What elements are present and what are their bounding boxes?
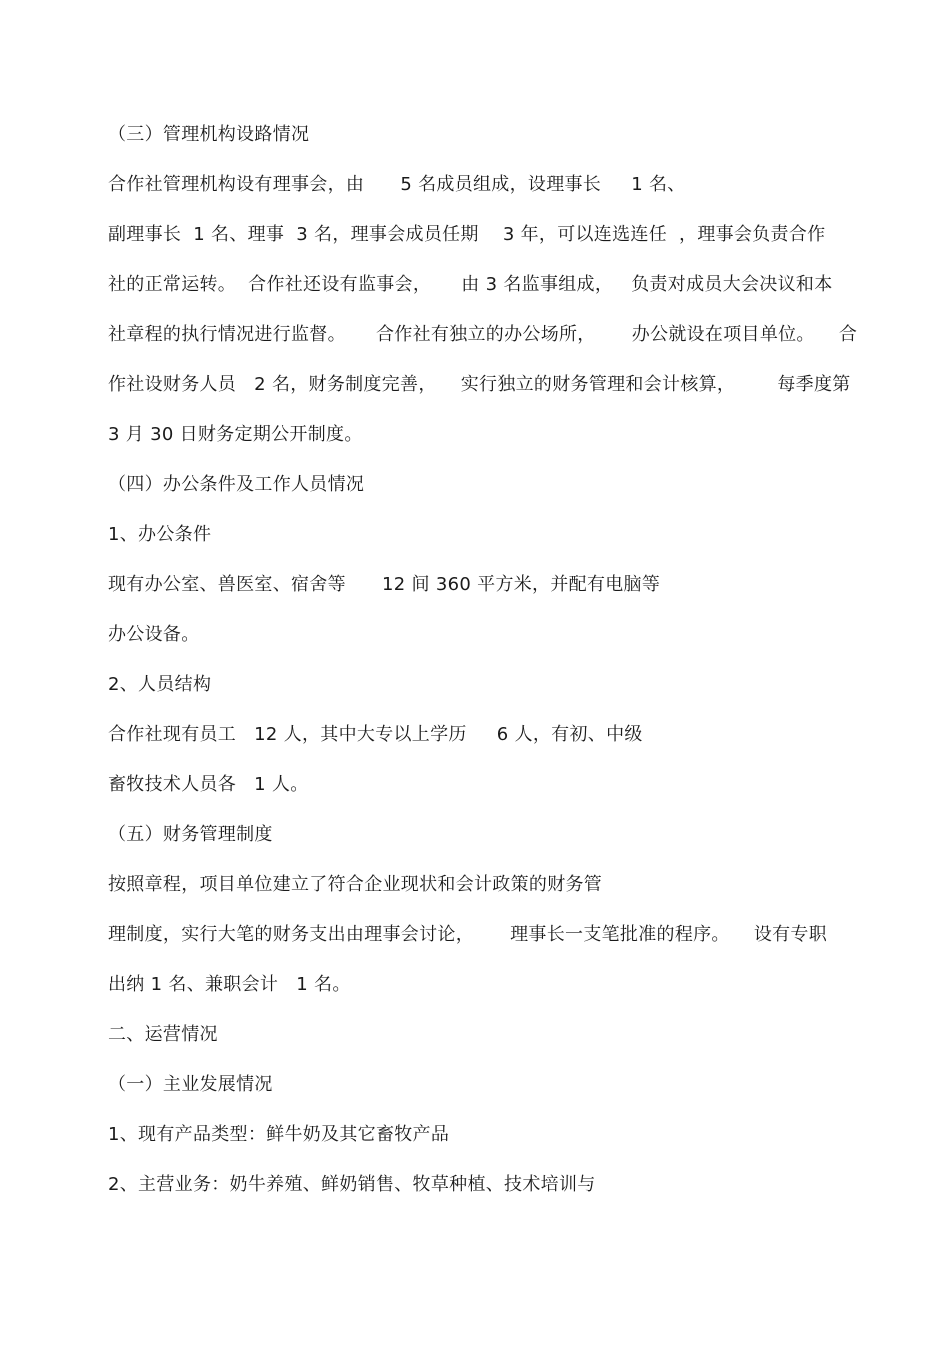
section-heading-finance: （五）财务管理制度 bbox=[108, 824, 273, 845]
paragraph-line: 畜牧技术人员各 1 人。 bbox=[108, 774, 309, 795]
paragraph-line: 按照章程，项目单位建立了符合企业现状和会计政策的财务管 bbox=[108, 874, 603, 895]
paragraph-line: 社的正常运转。 合作社还设有监事会， 由 3 名监事组成， 负责对成员大会决议和本 bbox=[108, 274, 833, 295]
paragraph-line: 社章程的执行情况进行监督。 合作社有独立的办公场所， 办公就设在项目单位。 合 bbox=[108, 324, 858, 345]
subsection-heading: 2、人员结构 bbox=[108, 674, 212, 695]
section-heading-main-business: （一）主业发展情况 bbox=[108, 1074, 273, 1095]
paragraph-line: 理制度，实行大笔的财务支出由理事会讨论， 理事长一支笔批准的程序。 设有专职 bbox=[108, 924, 828, 945]
paragraph-line: 作社设财务人员 2 名，财务制度完善， 实行独立的财务管理和会计核算， 每季度第 bbox=[108, 374, 851, 395]
paragraph-line: 办公设备。 bbox=[108, 624, 200, 645]
subsection-heading: 1、办公条件 bbox=[108, 524, 212, 545]
paragraph-line: 现有办公室、兽医室、宿舍等 12 间 360 平方米，并配有电脑等 bbox=[108, 574, 661, 595]
chapter-heading-operations: 二、运营情况 bbox=[108, 1024, 218, 1045]
paragraph-line: 1、现有产品类型：鲜牛奶及其它畜牧产品 bbox=[108, 1124, 450, 1145]
paragraph-line: 合作社管理机构设有理事会，由 5 名成员组成，设理事长 1 名、 bbox=[108, 174, 686, 195]
section-heading-management: （三）管理机构设路情况 bbox=[108, 124, 310, 145]
paragraph-line: 合作社现有员工 12 人，其中大专以上学历 6 人，有初、中级 bbox=[108, 724, 643, 745]
paragraph-line: 2、主营业务：奶牛养殖、鲜奶销售、牧草种植、技术培训与 bbox=[108, 1174, 596, 1195]
section-heading-office: （四）办公条件及工作人员情况 bbox=[108, 474, 365, 495]
paragraph-line: 出纳 1 名、兼职会计 1 名。 bbox=[108, 974, 351, 995]
paragraph-line: 3 月 30 日财务定期公开制度。 bbox=[108, 424, 363, 445]
paragraph-line: 副理事长 1 名、理事 3 名，理事会成员任期 3 年，可以连选连任 ，理事会负责合作 bbox=[108, 224, 826, 245]
